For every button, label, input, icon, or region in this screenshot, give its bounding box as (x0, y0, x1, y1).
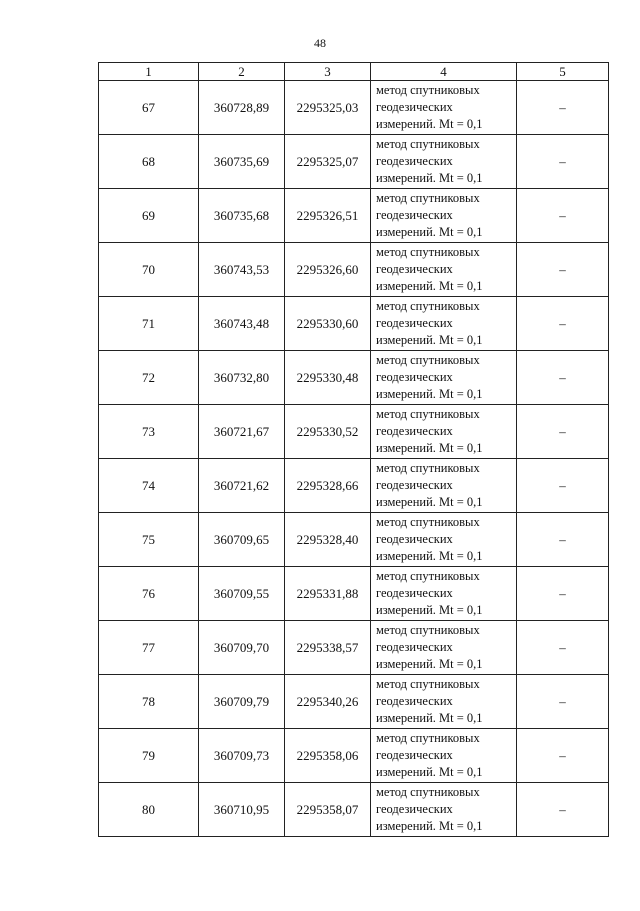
note-cell: – (517, 297, 609, 351)
method-line: геодезических (376, 478, 453, 492)
x-coordinate-cell: 360709,55 (199, 567, 285, 621)
method-cell (371, 243, 517, 297)
method-line: геодезических (376, 316, 453, 330)
table-row (99, 243, 609, 297)
x-coordinate-cell: 360721,67 (199, 405, 285, 459)
y-coordinate-cell: 2295326,60 (285, 243, 371, 297)
note-cell: – (517, 675, 609, 729)
method-line: измерений. Mt = 0,1 (376, 549, 483, 563)
y-coordinate-cell: 2295331,88 (285, 567, 371, 621)
y-coordinate-cell: 2295328,66 (285, 459, 371, 513)
header-col-3: 3 (285, 63, 371, 81)
point-number-cell: 67 (99, 81, 199, 135)
method-line: измерений. Mt = 0,1 (376, 495, 483, 509)
table-row (99, 783, 609, 837)
y-coordinate-cell: 2295330,48 (285, 351, 371, 405)
method-line: метод спутниковых (376, 731, 480, 745)
method-line: метод спутниковых (376, 569, 480, 583)
method-line: геодезических (376, 154, 453, 168)
point-number-cell: 74 (99, 459, 199, 513)
method-cell (371, 567, 517, 621)
header-col-2: 2 (199, 63, 285, 81)
method-line: метод спутниковых (376, 623, 480, 637)
method-line: метод спутниковых (376, 407, 480, 421)
method-line: метод спутниковых (376, 515, 480, 529)
point-number-cell: 73 (99, 405, 199, 459)
method-cell (371, 405, 517, 459)
table-row (99, 675, 609, 729)
method-cell (371, 81, 517, 135)
method-cell (371, 189, 517, 243)
method-line: измерений. Mt = 0,1 (376, 819, 483, 833)
table-row (99, 189, 609, 243)
note-cell: – (517, 405, 609, 459)
x-coordinate-cell: 360735,68 (199, 189, 285, 243)
x-coordinate-cell: 360743,48 (199, 297, 285, 351)
method-line: измерений. Mt = 0,1 (376, 711, 483, 725)
note-cell: – (517, 459, 609, 513)
method-cell (371, 135, 517, 189)
y-coordinate-cell: 2295338,57 (285, 621, 371, 675)
x-coordinate-cell: 360721,62 (199, 459, 285, 513)
method-cell (371, 513, 517, 567)
x-coordinate-cell: 360735,69 (199, 135, 285, 189)
method-cell (371, 297, 517, 351)
x-coordinate-cell: 360743,53 (199, 243, 285, 297)
table-row (99, 729, 609, 783)
point-number-cell: 76 (99, 567, 199, 621)
x-coordinate-cell: 360709,70 (199, 621, 285, 675)
note-cell: – (517, 243, 609, 297)
table-row (99, 459, 609, 513)
method-cell (371, 459, 517, 513)
point-number-cell: 69 (99, 189, 199, 243)
table-row (99, 405, 609, 459)
method-line: геодезических (376, 100, 453, 114)
method-line: измерений. Mt = 0,1 (376, 225, 483, 239)
method-line: геодезических (376, 424, 453, 438)
point-number-cell: 75 (99, 513, 199, 567)
method-cell (371, 621, 517, 675)
y-coordinate-cell: 2295326,51 (285, 189, 371, 243)
x-coordinate-cell: 360728,89 (199, 81, 285, 135)
x-coordinate-cell: 360709,65 (199, 513, 285, 567)
method-line: метод спутниковых (376, 137, 480, 151)
method-cell (371, 783, 517, 837)
table-row (99, 567, 609, 621)
method-line: геодезических (376, 262, 453, 276)
y-coordinate-cell: 2295328,40 (285, 513, 371, 567)
method-line: измерений. Mt = 0,1 (376, 171, 483, 185)
method-cell (371, 729, 517, 783)
point-number-cell: 79 (99, 729, 199, 783)
method-cell (371, 351, 517, 405)
note-cell: – (517, 729, 609, 783)
method-line: геодезических (376, 694, 453, 708)
table-row (99, 621, 609, 675)
method-line: метод спутниковых (376, 299, 480, 313)
note-cell: – (517, 783, 609, 837)
note-cell: – (517, 189, 609, 243)
header-col-1: 1 (99, 63, 199, 81)
method-line: измерений. Mt = 0,1 (376, 387, 483, 401)
table-row (99, 81, 609, 135)
method-line: геодезических (376, 532, 453, 546)
page-number: 48 (314, 36, 326, 50)
method-line: измерений. Mt = 0,1 (376, 117, 483, 131)
x-coordinate-cell: 360732,80 (199, 351, 285, 405)
method-line: метод спутниковых (376, 83, 480, 97)
x-coordinate-cell: 360710,95 (199, 783, 285, 837)
point-number-cell: 77 (99, 621, 199, 675)
y-coordinate-cell: 2295330,60 (285, 297, 371, 351)
table-row (99, 135, 609, 189)
table-header-row (99, 63, 609, 81)
method-line: метод спутниковых (376, 461, 480, 475)
note-cell: – (517, 135, 609, 189)
note-cell: – (517, 351, 609, 405)
method-line: геодезических (376, 586, 453, 600)
note-cell: – (517, 513, 609, 567)
point-number-cell: 72 (99, 351, 199, 405)
method-line: геодезических (376, 748, 453, 762)
point-number-cell: 68 (99, 135, 199, 189)
coordinates-table (98, 62, 609, 837)
y-coordinate-cell: 2295358,07 (285, 783, 371, 837)
method-line: геодезических (376, 640, 453, 654)
table-row (99, 351, 609, 405)
table-row (99, 513, 609, 567)
method-line: метод спутниковых (376, 191, 480, 205)
note-cell: – (517, 567, 609, 621)
y-coordinate-cell: 2295325,03 (285, 81, 371, 135)
method-line: метод спутниковых (376, 245, 480, 259)
method-line: измерений. Mt = 0,1 (376, 441, 483, 455)
point-number-cell: 70 (99, 243, 199, 297)
header-col-5: 5 (517, 63, 609, 81)
y-coordinate-cell: 2295325,07 (285, 135, 371, 189)
method-line: измерений. Mt = 0,1 (376, 603, 483, 617)
method-line: измерений. Mt = 0,1 (376, 657, 483, 671)
y-coordinate-cell: 2295358,06 (285, 729, 371, 783)
table-body (99, 81, 609, 837)
x-coordinate-cell: 360709,79 (199, 675, 285, 729)
method-line: измерений. Mt = 0,1 (376, 279, 483, 293)
method-line: метод спутниковых (376, 353, 480, 367)
point-number-cell: 78 (99, 675, 199, 729)
note-cell: – (517, 81, 609, 135)
header-col-4: 4 (371, 63, 517, 81)
method-line: геодезических (376, 208, 453, 222)
method-cell (371, 675, 517, 729)
method-line: метод спутниковых (376, 785, 480, 799)
y-coordinate-cell: 2295330,52 (285, 405, 371, 459)
method-line: геодезических (376, 802, 453, 816)
table-row (99, 297, 609, 351)
x-coordinate-cell: 360709,73 (199, 729, 285, 783)
method-line: метод спутниковых (376, 677, 480, 691)
point-number-cell: 71 (99, 297, 199, 351)
method-line: измерений. Mt = 0,1 (376, 765, 483, 779)
method-line: геодезических (376, 370, 453, 384)
y-coordinate-cell: 2295340,26 (285, 675, 371, 729)
point-number-cell: 80 (99, 783, 199, 837)
note-cell: – (517, 621, 609, 675)
method-line: измерений. Mt = 0,1 (376, 333, 483, 347)
